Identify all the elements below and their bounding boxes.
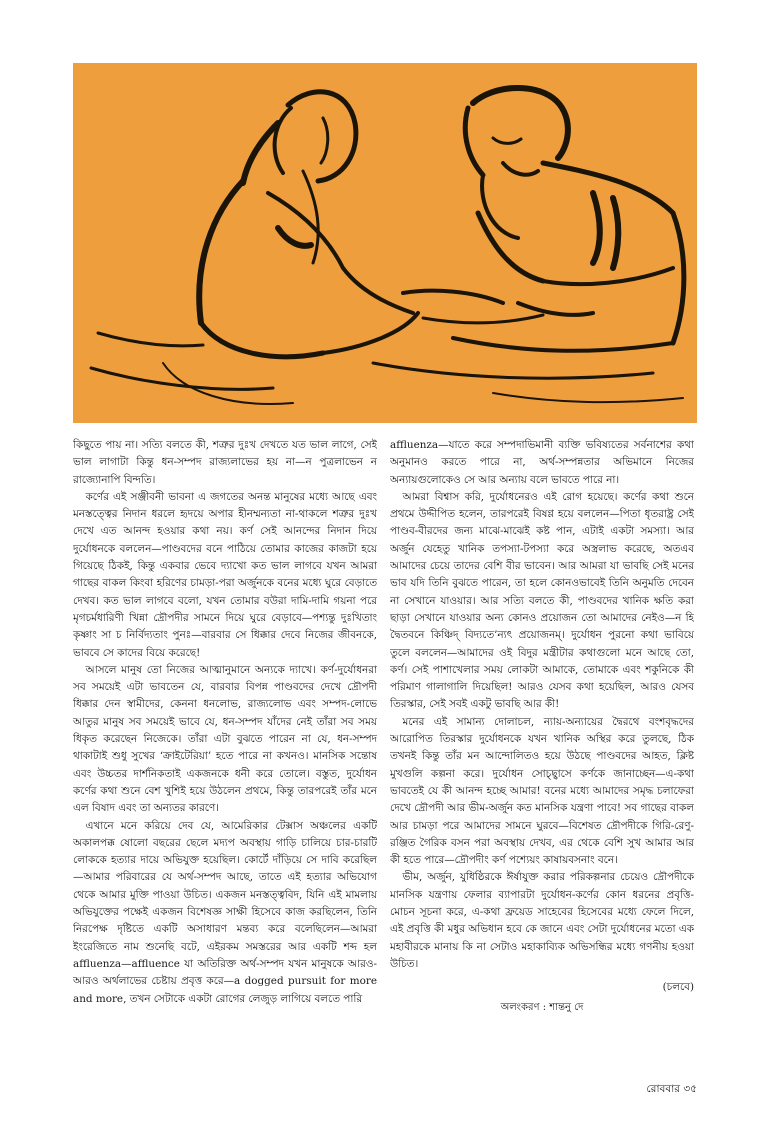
article-paragraph: আসলে মানুষ তো নিজের আত্মানুমানে অন্যকে দ্যাখে। কর্ণ-দুর্যোধনরা সব সময়েই এটা ভাবতেন যে, বারবার বিপন্ন পাণ্ডবদের দেখে দ্রৌপদী ধিক্কার দেন স্বামীদের, কেননা ধনলোভ, রাজ্যলোভ এবং সম্পদ-লোভে আতুর মানুষ সব সময়েই ভাবে যে, ধন-সম্পদ যাঁদের নেই তাঁরা সব সময় ধিকৃত করেছেন নিজেকে। তাঁরা এটা বুঝতে পারেন না যে, ধন-সম্পদ থাকাটাই শুধু সুখের ‘ক্রাইটেরিয়া’ হতে পারে না কখনও। মানসিক সন্তোষ এবং উচ্চতর দার্শনিকতাই একজনকে ধনী করে তোলে। বস্তুত, দুর্যোধন কর্ণের কথা শুনে বেশ খুশিই হয়ে উঠলেন প্রথমে, কিন্তু তারপরেই তাঁর মনে এল বিষাদ এবং তা অন্যতর কারণে।	[73, 663, 377, 815]
article-paragraph: মনের এই সামান্য দোলাচল, ন্যায়-অন্যায়ের দ্বৈরথে বংশবৃদ্ধদের আরোপিত তিরস্কার দুর্যোধনকে যখন খানিক অস্থির করে তুলছে, ঠিক তখনই কিন্তু তাঁর মন আন্দোলিতও হয়ে উঠছে পাণ্ডবদের আহত, ক্লিষ্ট মুখগুলি কল্পনা করে। দুর্যোধন সোচ্ছ্বাসে কর্ণকে জানাচ্ছেন—এ-কথা ভাবতেই যে কী আনন্দ হচ্ছে আমার! বনের মধ্যে আমাদের সমৃদ্ধ চলাফেরা দেখে দ্রৌপদী আর ভীম-অর্জুন কত মানসিক যন্ত্রণা পাবে! সব গাছের বাকল আর চামড়া পরে আমাদের সামনে ঘুরবে—বিশেষত দ্রৌপদীকে গিরি-রেণু-রঞ্জিত গৈরিক বসন পরা অবস্থায় দেখব, এর থেকে বেশি সুখ আমার আর কী হতে পারে—দ্রৌপদীং কর্ণ পশ্যেয়ং কাষায়বসনাং বনে।	[390, 715, 694, 867]
article-column-left	[73, 437, 377, 1057]
illustration-panel	[73, 63, 697, 423]
brush-sketch-figures	[73, 63, 697, 423]
article-paragraph: ভীম, অর্জুন, যুধিষ্ঠিরকে ঈর্ষাযুক্ত করার পরিকল্পনার চেয়েও দ্রৌপদীকে মানসিক যন্ত্রণায় ফেলার ব্যাপারটা দুর্যোধন-কর্ণের কোন ধরনের প্রবৃত্তি-মোচন সূচনা করে, এ-কথা ফ্রয়েড সাহেবের হিসেবের মধ্যে ফেলে দিলে, এই প্রবৃত্তি কী মধুর অভিধান হবে কে জানে এবং সেটা দুর্যোধনের মতো এক মহাবীরকে মানায় কি না সেটাও মহাকাব্যিক অভিসন্ধির মধ্যে গণনীয় হওয়া উচিত।	[390, 871, 694, 970]
article-column-right	[390, 437, 694, 1057]
article-paragraph: কিছুতে পায় না। সত্যি বলতে কী, শত্রুর দুঃখ দেখতে যত ভাল লাগে, সেই ভাল লাগাটা কিন্তু ধন-সম্পদ রাজ্যলাভের হয় না—ন পুত্রলাভেন ন রাজ্যোনাপি বিন্দতি।	[73, 439, 377, 486]
illustration-credit: অলংকরণ : শান্তনু দে	[500, 1001, 584, 1013]
article-paragraph: এখানে মনে করিয়ে দেব যে, আমেরিকার টেক্সাস অঞ্চলের একটি অকালপক্ক ষোলো বছরের ছেলে মদ্যপ অবস্থায় গাড়ি চালিয়ে চার-চারটি লোককে হত্যার দায়ে অভিযুক্ত হয়েছিল। কোর্টে দাঁড়িয়ে সে দাবি করেছিল—আমার পরিবারের যে অর্থ-সম্পদ আছে, তাতে এই হত্যার অভিযোগ থেকে আমার মুক্তি পাওয়া উচিত। একজন মনস্তত্ত্ববিদ, যিনি এই মামলায় অভিযুক্তের পক্ষেই একজন বিশেষজ্ঞ সাক্ষী হিসেবে কাজ করছিলেন, তিনি নিরপেক্ষ দৃষ্টিতে একটি অসাধারণ মন্তব্য করে বলেছিলেন—আমরা ইংরেজিতে নাম শুনেছি বটে, এইরকম সমস্তরের আর একটি শব্দ হল affluenza—affluence যা অতিরিক্ত অর্থ-সম্পদ যখন মানুষকে আরও-আরও অর্থলাভের চেষ্টায় প্রবৃত্ত করে—a dogged pursuit for more and more, তখন সেটাকে একটা রোগের লেজুড় লাগিয়ে বলতে পারি	[73, 819, 377, 1005]
article-paragraph: আমরা বিশ্বাস করি, দুর্যোধনেরও এই রোগ হয়েছে। কর্ণের কথা শুনে প্রথমে উদ্দীপিত হলেন, তারপরেই বিষণ্ণ হয়ে বললেন—পিতা ধৃতরাষ্ট্র সেই পাণ্ডব-বীরদের জন্য মাঝে-মাঝেই কষ্ট পান, এটাই একটা সমস্যা। আর অর্জুন যেহেতু খানিক তপস্যা-টপস্যা করে অস্ত্রলাভ করেছে, অতএব আমাদের চেয়ে তাদের বেশি বীর ভাবেন। আর আমরা যা ভাবছি সেই মনের ভাব যদি তিনি বুঝতে পারেন, তা হলে কোনওভাবেই তিনি অনুমতি দেবেন না সেখানে যাওয়ার। আর সত্যি বলতে কী, পাণ্ডবদের খানিক ক্ষতি করা ছাড়া সেখানে যাওয়ার অন্য কোনও প্রয়োজন তো আমাদের নেইও—ন হি দ্বৈতবনে কিঞ্চিদ্ বিদ্যতে’ন্যৎ প্রয়োজনম্। দুর্যোধন পুরনো কথা ভাবিয়ে তুলে বললেন—আমাদের ওই বিদুর মন্ত্রীটার কথাগুলো মনে আছে তো, কর্ণ। সেই পাশাখেলার সময় লোকটা আমাকে, তোমাকে এবং শকুনিকে কী পরিমাণ গালাগালি দিয়েছিল! আরও যেসব কথা হয়েছিল, আরও যেসব তিরস্কার, সেই সবই একটু ভাবছি আর কী!	[390, 490, 694, 711]
article-paragraph: affluenza—যাতে করে সম্পদাভিমানী ব্যক্তি ভবিষ্যতের সর্বনাশের কথা অনুমানও করতে পারে না, অর্থ-সম্পন্নতার অভিমানে নিজের অন্যায়গুলোকেও সে আর অন্যায় বলে ভাবতে পারে না।	[390, 439, 694, 486]
continued-note: (চলবে)	[662, 981, 694, 994]
article-paragraph: কর্ণের এই সঞ্জীবনী ভাবনা এ জগতের অনন্ত মানুষের মধ্যে আছে এবং মনস্তত্ত্বের নিদান ধরলে হৃদয়ে অপার হীনম্মন্যতা না-থাকলে শত্রুর দুঃখ দেখে এত আনন্দ হওয়ার কথা নয়। কর্ণ সেই আনন্দের নিদান দিয়ে দুর্যোধনকে বললেন—পাণ্ডবদের বনে পাঠিয়ে তোমার কাজের কাজটা হয়ে গিয়েছে ঠিকই, কিন্তু একবার ভেবে দ্যাখো কত ভাল লাগবে যখন আমরা গাছের বাকল কিংবা হরিণের চামড়া-পরা অর্জুনকে বনের মধ্যে ঘুরে বেড়াতে দেখব। কত ভাল লাগবে বলো, যখন তোমার বউরা দামি-দামি গয়না পরে মৃগচর্মধারিণী খিন্না দ্রৌপদীর সামনে দিয়ে ঘুরে বেড়াবে—পশ্যন্তু দুঃখিতাং কৃষ্ণাং সা চ নির্বিদ্যতাং পুনঃ—বারবার সে ধিক্কার দেবে নিজের জীবনকে, ভাববে সে কাদের বিয়ে করেছে!	[73, 490, 377, 659]
page-folio: রোববার ৩৫	[646, 1083, 697, 1095]
